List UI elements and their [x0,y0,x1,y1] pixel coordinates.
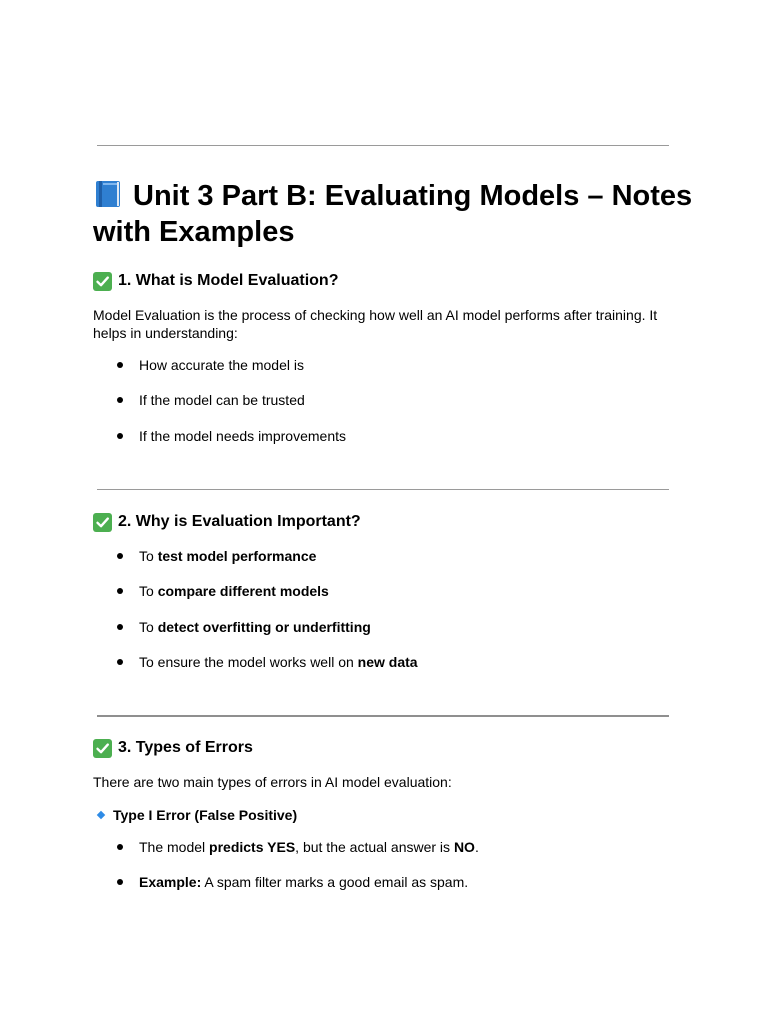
bullet-icon [117,879,123,885]
horizontal-rule [97,145,669,146]
small-blue-diamond-icon [97,811,105,819]
green-check-mark-icon [93,513,112,532]
section-heading-1: 1. What is Model Evaluation? [93,271,338,291]
bullet-icon [117,588,123,594]
bullet-icon [117,844,123,850]
list-item: If the model can be trusted [117,391,305,409]
bullet-icon [117,433,123,439]
blue-book-icon [93,179,123,209]
list-item: If the model needs improvements [117,427,346,445]
section-heading-2: 2. Why is Evaluation Important? [93,512,361,532]
bullet-icon [117,397,123,403]
green-check-mark-icon [93,272,112,291]
section-1-intro: Model Evaluation is the process of checking how well an AI model performs after training. It helps in understanding: [93,307,658,341]
section-3-intro: There are two main types of errors in AI model evaluation: [93,774,452,790]
page-title-text: Unit 3 Part B: Evaluating Models – Notes with Examples [93,180,693,248]
page-title [93,178,693,250]
bullet-icon [117,659,123,665]
horizontal-rule [97,715,669,717]
list-item: To detect overfitting or underfitting [117,618,371,636]
list-item: To compare different models [117,582,329,600]
list-item: The model predicts YES, but the actual answer is NO. [117,838,479,856]
list-item: To ensure the model works well on new data [117,653,418,671]
green-check-mark-icon [93,739,112,758]
bullet-icon [117,624,123,630]
bullet-icon [117,553,123,559]
section-heading-3: 3. Types of Errors [93,738,253,758]
horizontal-rule [97,489,669,490]
list-item: To test model performance [117,547,316,565]
list-item: Example: A spam filter marks a good email as spam. [117,873,468,891]
bullet-icon [117,362,123,368]
list-item: How accurate the model is [117,356,304,374]
error-type-subheading: Type I Error (False Positive) [97,806,297,824]
